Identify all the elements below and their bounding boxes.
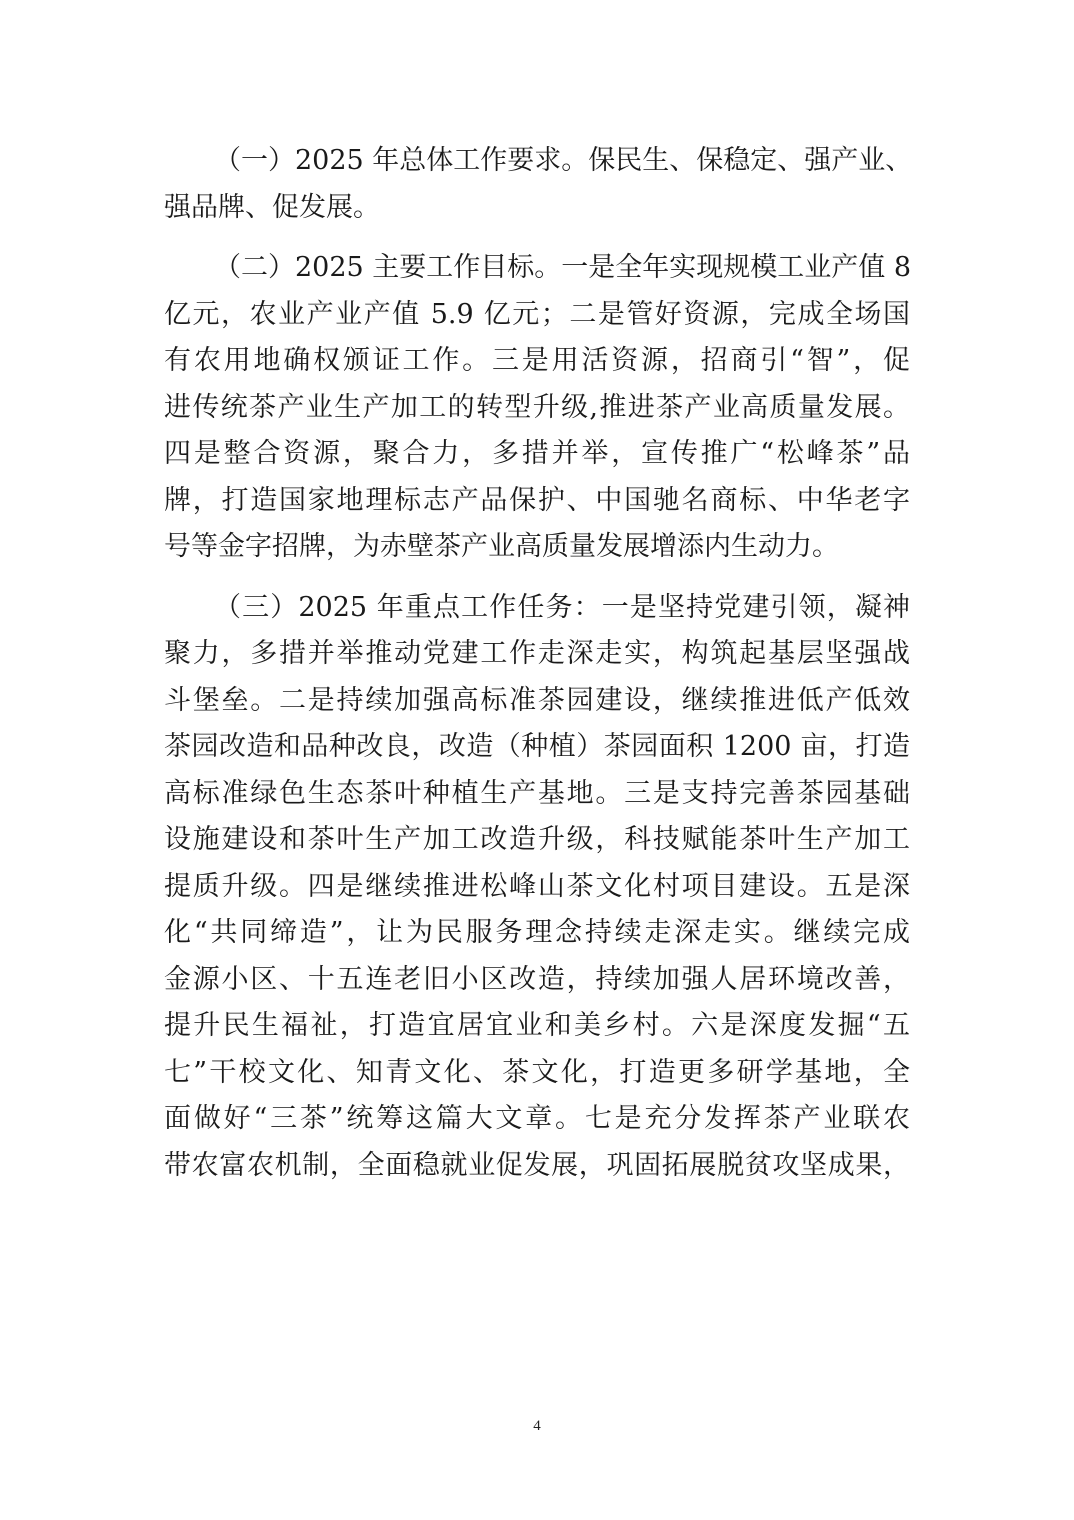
text-line: 面做好“三茶”统筹这篇大文章。七是充分发挥茶产业联农 (164, 1103, 910, 1134)
text-line: 提升民生福祉，打造宜居宜业和美乡村。六是深度发掘“五 (164, 1010, 910, 1041)
paragraph-overall-requirements (164, 138, 913, 231)
text-line: 进传统茶产业生产加工的转型升级,推进茶产业高质量发展。 (164, 391, 910, 423)
text-line: （二）2025 主要工作目标。一是全年实现规模工业产值 8 (214, 252, 912, 283)
text-line: 茶园改造和品种改良，改造（种植）茶园面积 1200 亩，打造 (164, 731, 910, 762)
page-number: 4 (533, 1418, 541, 1434)
text-line: 聚力，多措并举推动党建工作走深走实，构筑起基层坚强战 (164, 638, 910, 669)
text-line: 提质升级。四是继续推进松峰山茶文化村项目建设。五是深 (164, 870, 910, 902)
text-line: 牌，打造国家地理标志产品保护、中国驰名商标、中华老字 (164, 484, 910, 516)
paragraph-key-tasks (164, 585, 910, 1190)
text-line: 强品牌、促发展。 (164, 191, 380, 223)
text-line: 高标准绿色生态茶叶种植生产基地。三是支持完善茶园基础 (164, 777, 910, 809)
text-line: 化“共同缔造”，让为民服务理念持续走深走实。继续完成 (164, 917, 910, 948)
text-line: 四是整合资源，聚合力，多措并举，宣传推广“松峰茶”品 (164, 438, 910, 469)
paragraph-main-goals (164, 245, 910, 571)
text-line: （三）2025 年重点工作任务：一是坚持党建引领，凝神 (214, 591, 910, 623)
text-line: 亿元，农业产业产值 5.9 亿元；二是管好资源，完成全场国 (164, 298, 910, 330)
text-line: 有农用地确权颁证工作。三是用活资源，招商引“智”，促 (164, 345, 910, 376)
text-line: 带农富农机制，全面稳就业促发展，巩固拓展脱贫攻坚成果， (164, 1149, 910, 1181)
text-line: （一）2025 年总体工作要求。保民生、保稳定、强产业、 (214, 145, 913, 176)
text-line: 七”干校文化、知青文化、茶文化，打造更多研学基地，全 (164, 1056, 910, 1088)
document-body (164, 138, 913, 1203)
text-line: 号等金字招牌，为赤壁茶产业高质量发展增添内生动力。 (164, 531, 839, 562)
text-line: 设施建设和茶叶生产加工改造升级，科技赋能茶叶生产加工 (164, 824, 910, 855)
text-line: 金源小区、十五连老旧小区改造，持续加强人居环境改善， (164, 963, 910, 995)
text-line: 斗堡垒。二是持续加强高标准茶园建设，继续推进低产低效 (164, 684, 910, 716)
